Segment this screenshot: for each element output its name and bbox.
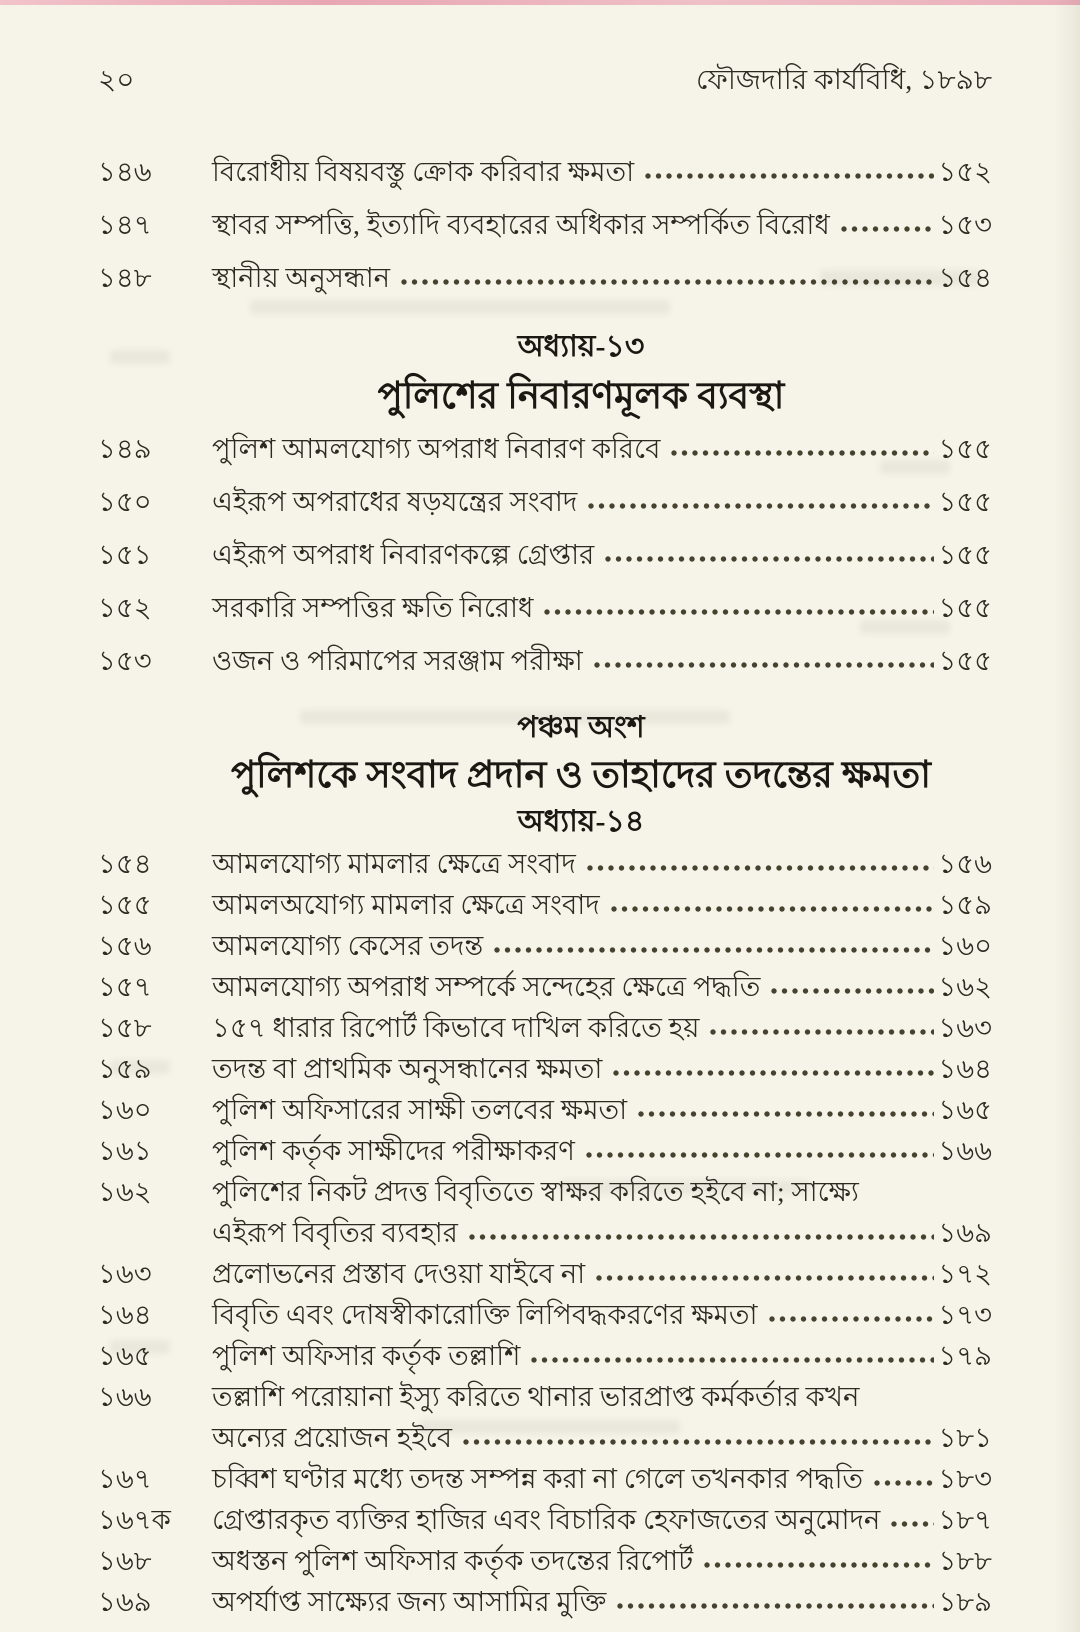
section-number: ১৫৭ <box>98 971 152 1002</box>
running-header <box>98 58 992 105</box>
toc-entry-row <box>98 1294 992 1335</box>
dot-leader <box>616 1601 934 1611</box>
entry-title: পুলিশ অফিসার কর্তৃক তল্লাশি <box>212 1340 521 1371</box>
dot-leader <box>530 1355 934 1365</box>
toc-group-chapter13 <box>98 428 992 693</box>
toc-entry-row <box>98 1499 992 1540</box>
page-ref: ১৫৩ <box>938 209 992 240</box>
page-ref: ১৮৯ <box>938 1586 992 1617</box>
dot-leader <box>637 1109 934 1119</box>
section-number: ১৬৬ <box>98 1381 152 1412</box>
section-number: ১৬৫ <box>98 1340 152 1371</box>
section-number: ১৬৩ <box>98 1258 152 1289</box>
page-ref: ১৬৫ <box>938 1094 992 1125</box>
page-ref: ১৮৭ <box>938 1504 992 1535</box>
toc-entry-row <box>98 884 992 925</box>
page-ref: ১৬২ <box>938 971 992 1002</box>
entry-title: স্থানীয় অনুসন্ধান <box>212 262 391 293</box>
page-ref: ১৭৯ <box>938 1340 992 1371</box>
chapter-label: অধ্যায়-১৪ <box>517 805 645 838</box>
dot-leader <box>770 986 934 996</box>
toc-entry-row <box>98 428 992 481</box>
section-number: ১৪৭ <box>98 209 152 240</box>
entry-title: আমলঅযোগ্য মামলার ক্ষেত্রে সংবাদ <box>212 889 600 920</box>
section-number: ১৬৮ <box>98 1545 152 1576</box>
section-number: ১৬৯ <box>98 1586 152 1617</box>
toc-entry-row <box>98 1581 992 1622</box>
dot-leader <box>593 660 934 670</box>
toc-entry-row <box>98 1089 992 1130</box>
toc-entry-row <box>98 481 992 534</box>
part-label: পঞ্চম অংশ <box>517 711 645 744</box>
entry-title-continued: অন্যের প্রয়োজন হইবে <box>212 1422 453 1453</box>
page-ref: ১৬৬ <box>938 1135 992 1166</box>
page-ref: ১৬৪ <box>938 1053 992 1084</box>
entry-title: আমলযোগ্য মামলার ক্ষেত্রে সংবাদ <box>212 848 576 879</box>
dot-leader <box>610 904 934 914</box>
page-ref: ১৬৯ <box>938 1217 992 1248</box>
dot-leader <box>670 448 934 458</box>
section-number: ১৬২ <box>98 1176 152 1207</box>
toc-entry-row <box>98 1007 992 1048</box>
entry-title: বিবৃতি এবং দোষস্বীকারোক্তি লিপিবদ্ধকরণের ক্ষমতা <box>212 1299 758 1330</box>
page-ref: ১৬০ <box>938 930 992 961</box>
dot-leader <box>543 607 934 617</box>
toc-entry-row <box>98 1253 992 1294</box>
toc-entry-continuation-row <box>98 1417 992 1458</box>
entry-title: এইরূপ অপরাধ নিবারণকল্পে গ্রেপ্তার <box>212 539 595 570</box>
dot-leader <box>890 1519 934 1529</box>
section-number: ১৫৫ <box>98 889 152 920</box>
page-ref: ১৫৯ <box>938 889 992 920</box>
toc-entry-row <box>98 1540 992 1581</box>
dot-leader <box>612 1068 934 1078</box>
toc-entry-row <box>98 204 992 257</box>
dot-leader <box>709 1027 934 1037</box>
dot-leader <box>840 224 934 234</box>
dot-leader <box>604 554 934 564</box>
toc-entry-row <box>98 1130 992 1171</box>
entry-title: ওজন ও পরিমাপের সরঞ্জাম পরীক্ষা <box>212 645 583 676</box>
chapter-label: অধ্যায়-১৩ <box>517 330 645 363</box>
book-title: ফৌজদারি কার্যবিধি, ১৮৯৮ <box>696 65 992 96</box>
section-number: ১৫৯ <box>98 1053 152 1084</box>
page-ref: ১৮৮ <box>938 1545 992 1576</box>
toc-group-chapter14 <box>98 843 992 1622</box>
section-number: ১৪৬ <box>98 156 152 187</box>
entry-title: ১৫৭ ধারার রিপোর্ট কিভাবে দাখিল করিতে হয় <box>212 1012 700 1043</box>
entry-title: তদন্ত বা প্রাথমিক অনুসন্ধানের ক্ষমতা <box>212 1053 603 1084</box>
toc-entry-row <box>98 843 992 884</box>
entry-title: তল্লাশি পরোয়ানা ইস্যু করিতে থানার ভারপ্রাপ্ত কর্মকর্তার কখন <box>212 1381 860 1412</box>
page-number-top: ২০ <box>98 65 135 96</box>
section-number: ১৫৪ <box>98 848 152 879</box>
toc-entry-row <box>98 640 992 693</box>
dot-leader <box>493 945 934 955</box>
page-ref: ১৫৪ <box>938 262 992 293</box>
section-number: ১৬১ <box>98 1135 152 1166</box>
entry-title: অপর্যাপ্ত সাক্ষ্যের জন্য আসামির মুক্তি <box>212 1586 607 1617</box>
toc-entry-row <box>98 1171 992 1212</box>
entry-title: পুলিশের নিকট প্রদত্ত বিবৃতিতে স্বাক্ষর করিতে হইবে না; সাক্ষ্যে <box>212 1176 859 1207</box>
section-number: ১৫২ <box>98 592 152 623</box>
dot-leader <box>585 1150 934 1160</box>
page-ref: ১৫৫ <box>938 486 992 517</box>
toc-entry-row <box>98 257 992 310</box>
page-ref: ১৬৩ <box>938 1012 992 1043</box>
toc-entry-row <box>98 925 992 966</box>
page-ref: ১৭৩ <box>938 1299 992 1330</box>
dot-leader <box>644 171 934 181</box>
entry-title: পুলিশ আমলযোগ্য অপরাধ নিবারণ করিবে <box>212 433 661 464</box>
toc-content <box>98 0 992 1622</box>
entry-title: সরকারি সম্পত্তির ক্ষতি নিরোধ <box>212 592 534 623</box>
part-title: পুলিশকে সংবাদ প্রদান ও তাহাদের তদন্তের ক্ষমতা <box>231 755 931 796</box>
page-ref: ১৭২ <box>938 1258 992 1289</box>
chapter-13-heading <box>170 322 992 420</box>
section-number: ১৫৮ <box>98 1012 152 1043</box>
dot-leader <box>703 1560 934 1570</box>
section-number: ১৬৭ক <box>98 1504 171 1535</box>
entry-title: প্রলোভনের প্রস্তাব দেওয়া যাইবে না <box>212 1258 586 1289</box>
dot-leader <box>400 277 934 287</box>
toc-entry-row <box>98 534 992 587</box>
toc-entry-row <box>98 1335 992 1376</box>
page-ref: ১৫৫ <box>938 645 992 676</box>
entry-title: আমলযোগ্য অপরাধ সম্পর্কে সন্দেহের ক্ষেত্রে পদ্ধতি <box>212 971 761 1002</box>
section-number: ১৪৯ <box>98 433 152 464</box>
dot-leader <box>595 1273 934 1283</box>
section-number: ১৬৭ <box>98 1463 152 1494</box>
page-ref: ১৮১ <box>938 1422 992 1453</box>
section-number: ১৬৪ <box>98 1299 152 1330</box>
page-ref: ১৫৫ <box>938 433 992 464</box>
toc-entry-continuation-row <box>98 1212 992 1253</box>
dot-leader <box>586 863 934 873</box>
entry-title: গ্রেপ্তারকৃত ব্যক্তির হাজির এবং বিচারিক হেফাজতের অনুমোদন <box>212 1504 881 1535</box>
section-number: ১৫১ <box>98 539 152 570</box>
page-ref: ১৫৫ <box>938 539 992 570</box>
entry-title: এইরূপ অপরাধের ষড়যন্ত্রের সংবাদ <box>212 486 578 517</box>
page-curl-shadow <box>1054 0 1080 1632</box>
section-number: ১৫০ <box>98 486 152 517</box>
entry-title: পুলিশ অফিসারের সাক্ষী তলবের ক্ষমতা <box>212 1094 628 1125</box>
part-5-heading <box>170 703 992 839</box>
section-number: ১৬০ <box>98 1094 152 1125</box>
entry-title-continued: এইরূপ বিবৃতির ব্যবহার <box>212 1217 458 1248</box>
dot-leader <box>462 1437 934 1447</box>
page-ref: ১৮৩ <box>938 1463 992 1494</box>
entry-title: অধস্তন পুলিশ অফিসার কর্তৃক তদন্তের রিপোর্ট <box>212 1545 694 1576</box>
section-number: ১৫৩ <box>98 645 152 676</box>
dot-leader <box>468 1232 934 1242</box>
dot-leader <box>873 1478 934 1488</box>
entry-title: পুলিশ কর্তৃক সাক্ষীদের পরীক্ষাকরণ <box>212 1135 575 1166</box>
page-ref: ১৫২ <box>938 156 992 187</box>
section-number: ১৪৮ <box>98 262 152 293</box>
section-number: ১৫৬ <box>98 930 152 961</box>
toc-entry-row <box>98 1048 992 1089</box>
page-ref: ১৫৫ <box>938 592 992 623</box>
toc-entry-row <box>98 1458 992 1499</box>
dot-leader <box>587 501 934 511</box>
page-ref: ১৫৬ <box>938 848 992 879</box>
dot-leader <box>768 1314 934 1324</box>
toc-group-part4 <box>98 151 992 310</box>
entry-title: চব্বিশ ঘণ্টার মধ্যে তদন্ত সম্পন্ন করা না গেলে তখনকার পদ্ধতি <box>212 1463 864 1494</box>
toc-entry-row <box>98 966 992 1007</box>
toc-entry-row <box>98 1376 992 1417</box>
toc-entry-row <box>98 151 992 204</box>
chapter-title: পুলিশের নিবারণমূলক ব্যবস্থা <box>377 376 785 417</box>
entry-title: স্থাবর সম্পত্তি, ইত্যাদি ব্যবহারের অধিকার সম্পর্কিত বিরোধ <box>212 209 830 240</box>
toc-entry-row <box>98 587 992 640</box>
entry-title: বিরোধীয় বিষয়বস্তু ক্রোক করিবার ক্ষমতা <box>212 156 635 187</box>
entry-title: আমলযোগ্য কেসের তদন্ত <box>212 930 484 961</box>
